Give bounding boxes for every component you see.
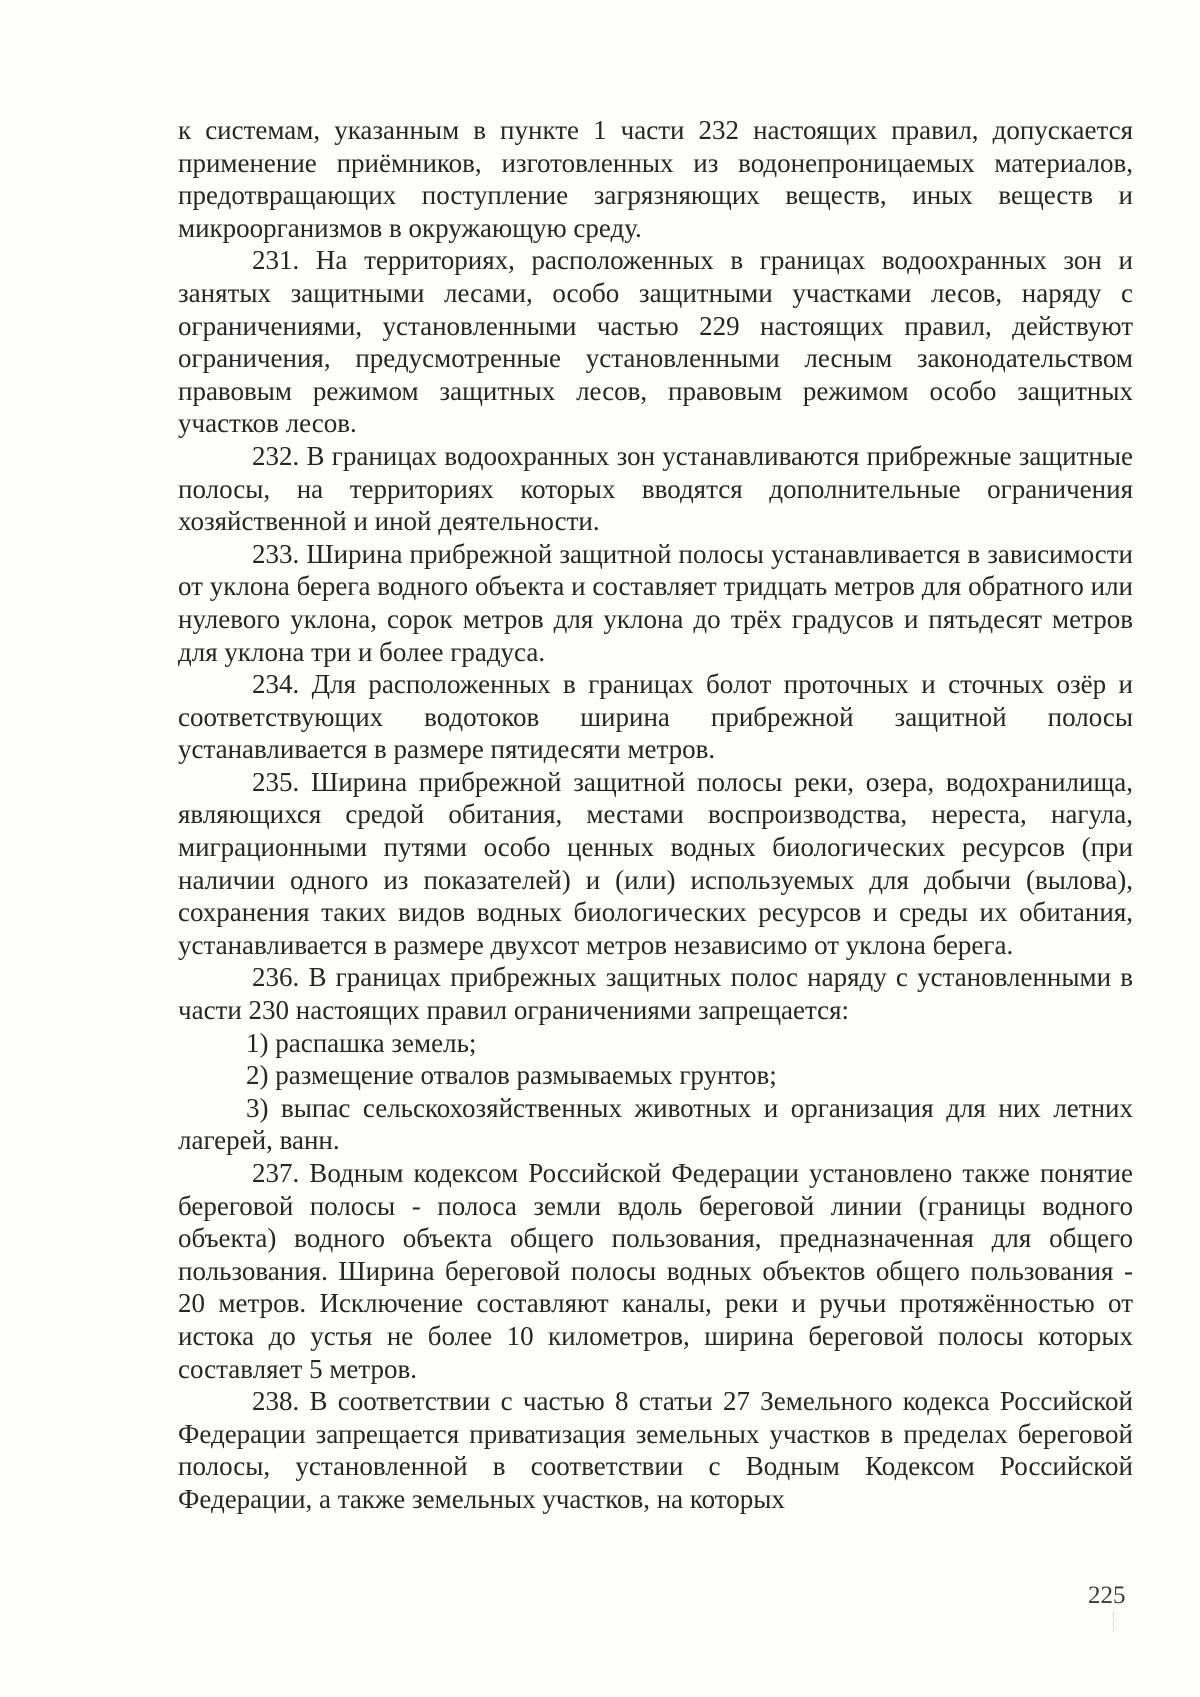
paragraph-234: 234. Для расположенных в границах болот проточных и сточных озёр и соответствующих водотоков ширина прибрежной защитной полосы устанавливается в размере пятидесяти метров. <box>178 669 1133 765</box>
paragraph-238: 238. В соответствии с частью 8 статьи 27 Земельного кодекса Российской Федерации запрещается приватизация земельных участков в пределах береговой полосы, установленной в соответствии с Водным Кодексом Российской Федерации, а также земельных участков, на которых <box>178 1386 1133 1514</box>
paragraph-231: 231. На территориях, расположенных в границах водоохранных зон и занятых защитными лесами, особо защитными участками лесов, наряду с ограничениями, установленными частью 229 настоящих правил, действуют ограничения, предусмотренные установленными лесным законодательством правовым режимом защитных лесов, правовым режимом особо защитных участков лесов. <box>178 245 1133 439</box>
scan-artifact-mark <box>1113 1612 1115 1632</box>
paragraph-236: 236. В границах прибрежных защитных полос наряду с установленными в части 230 настоящих правил ограничениями запрещается: <box>178 962 1133 1026</box>
document-body <box>178 114 1133 1516</box>
list-item-236-1: 1) распашка земель; <box>246 1027 477 1058</box>
paragraph-continuation: к системам, указанным в пункте 1 части 232 настоящих правил, допускается применение приёмников, изготовленных из водонепроницаемых материалов, предотвращающих поступление загрязняющих веществ, иных веществ и микроорганизмов в окружающую среду. <box>178 115 1133 243</box>
page-number: 225 <box>1088 1582 1126 1609</box>
paragraph-237: 237. Водным кодексом Российской Федерации установлено также понятие береговой полосы - полоса земли вдоль береговой линии (границы водного объекта) водного объекта общего пользования, предназначенная для общего пользования. Ширина береговой полосы водных объектов общего пользования - 20 метров. Исключение составляют каналы, реки и ручьи протяжённостью от истока до устья не более 10 километров, ширина береговой полосы которых составляет 5 метров. <box>178 1158 1133 1384</box>
paragraph-233: 233. Ширина прибрежной защитной полосы устанавливается в зависимости от уклона берега водного объекта и составляет тридцать метров для обратного или нулевого уклона, сорок метров для уклона до трёх градусов и пятьдесят метров для уклона три и более градуса. <box>178 538 1133 667</box>
paragraph-232: 232. В границах водоохранных зон устанавливаются прибрежные защитные полосы, на территориях которых вводятся дополнительные ограничения хозяйственной и иной деятельности. <box>178 440 1133 537</box>
list-item-236-3: 3) выпас сельскохозяйственных животных и организация для них летних лагерей, ванн. <box>178 1092 1133 1156</box>
list-item-236-2: 2) размещение отвалов размываемых грунтов; <box>246 1060 777 1091</box>
paragraph-235: 235. Ширина прибрежной защитной полосы реки, озера, водохранилища, являющихся средой обитания, местами воспроизводства, нереста, нагула, миграционными путями особо ценных водных биологических ресурсов (при наличии одного из показателей) и (или) используемых для добычи (вылова), сохранения таких видов водных биологических ресурсов и среды их обитания, устанавливается в размере двухсот метров независимо от уклона берега. <box>178 766 1133 960</box>
